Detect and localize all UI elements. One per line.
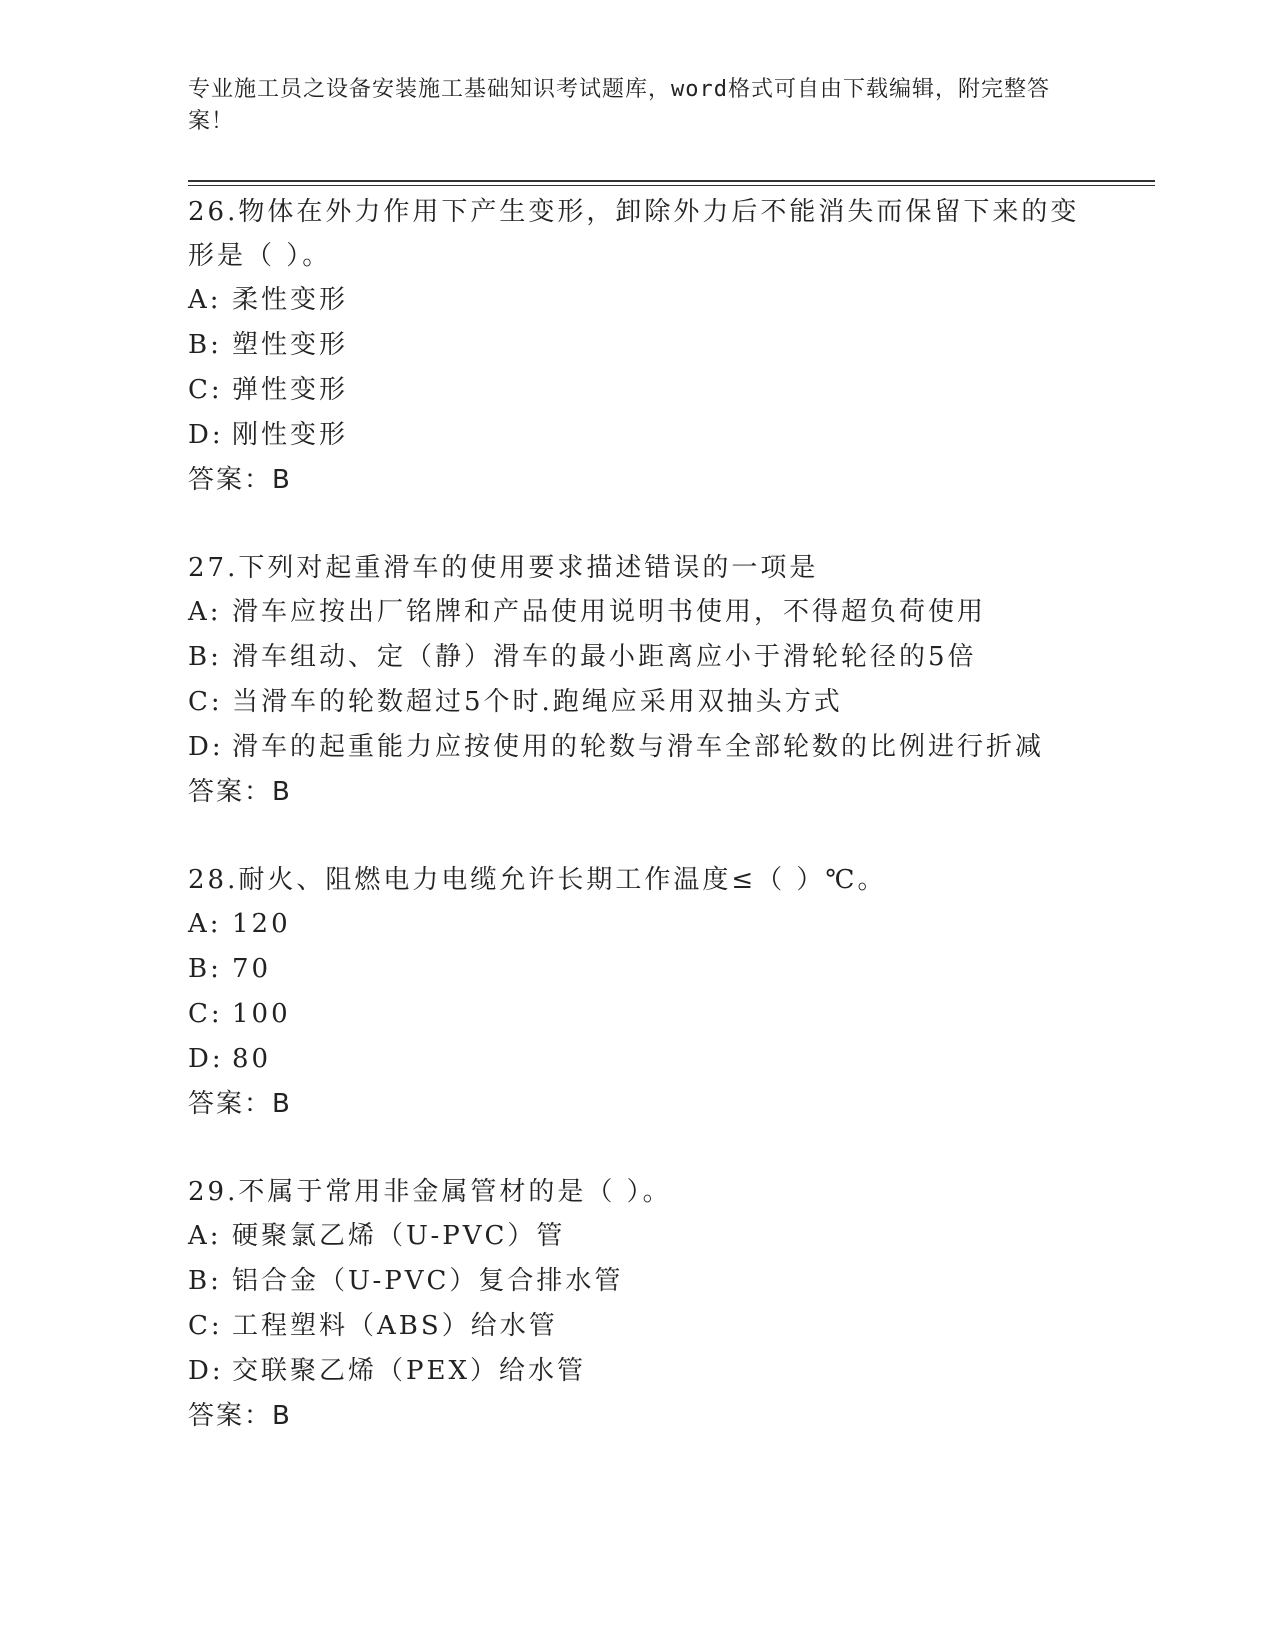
option-b [188, 1259, 1108, 1304]
option-c [188, 1304, 1108, 1349]
question-29 [188, 1170, 1108, 1438]
document-header: 专业施工员之设备安装施工基础知识考试题库，word格式可自由下载编辑，附完整答案！ [188, 77, 1050, 134]
answer-line: 答案：B [188, 777, 292, 807]
answer-line: 答案：B [188, 1401, 292, 1431]
option-letter: D: [188, 1044, 224, 1074]
option-c [188, 992, 1108, 1037]
option-text: 弹性变形 [232, 375, 349, 405]
question-27 [188, 546, 1108, 814]
option-text: 硬聚氯乙烯（U-PVC）管 [232, 1221, 566, 1251]
question-28 [188, 858, 1108, 1126]
option-text: 柔性变形 [232, 285, 349, 315]
option-text: 120 [232, 909, 291, 939]
option-letter: B: [188, 954, 222, 984]
answer-line: 答案：B [188, 1089, 292, 1119]
option-letter: C: [188, 375, 223, 405]
option-letter: D: [188, 1356, 224, 1386]
option-letter: B: [188, 330, 222, 360]
option-letter: B: [188, 642, 222, 672]
option-d [188, 725, 1108, 770]
option-c [188, 368, 1108, 413]
question-stem: 26.物体在外力作用下产生变形，卸除外力后不能消失而保留下来的变形是（ ）。 [188, 197, 1080, 271]
option-letter: A: [188, 597, 222, 627]
answer-line: 答案：B [188, 465, 292, 495]
option-b [188, 947, 1108, 992]
question-stem: 28.耐火、阻燃电力电缆允许长期工作温度≤（ ）℃。 [188, 865, 887, 895]
option-letter: A: [188, 909, 222, 939]
header-divider-thin [188, 185, 1155, 186]
option-text: 刚性变形 [232, 420, 349, 450]
option-letter: C: [188, 1311, 223, 1341]
question-stem: 29.不属于常用非金属管材的是（ ）。 [188, 1177, 672, 1207]
option-text: 100 [232, 999, 291, 1029]
option-text: 滑车应按出厂铭牌和产品使用说明书使用，不得超负荷使用 [232, 597, 987, 627]
option-letter: B: [188, 1266, 222, 1296]
question-list [188, 190, 1108, 1482]
option-letter: C: [188, 687, 223, 717]
option-text: 当滑车的轮数超过5个时.跑绳应采用双抽头方式 [232, 687, 843, 717]
option-text: 滑车组动、定（静）滑车的最小距离应小于滑轮轮径的5倍 [232, 642, 977, 672]
option-letter: C: [188, 999, 223, 1029]
option-text: 工程塑料（ABS）给水管 [232, 1311, 558, 1341]
option-letter: D: [188, 732, 224, 762]
option-a [188, 902, 1108, 947]
option-text: 70 [232, 954, 272, 984]
option-b [188, 635, 1108, 680]
option-letter: A: [188, 285, 222, 315]
option-d [188, 1349, 1108, 1394]
option-a [188, 278, 1108, 323]
option-letter: A: [188, 1221, 222, 1251]
header-divider-thick [188, 180, 1155, 182]
option-text: 交联聚乙烯（PEX）给水管 [232, 1356, 586, 1386]
option-c [188, 680, 1108, 725]
option-letter: D: [188, 420, 224, 450]
option-text: 塑性变形 [232, 330, 349, 360]
option-a [188, 1214, 1108, 1259]
question-26 [188, 190, 1108, 502]
option-a [188, 590, 1108, 635]
option-b [188, 323, 1108, 368]
option-d [188, 413, 1108, 458]
option-text: 80 [232, 1044, 272, 1074]
option-text: 铝合金（U-PVC）复合排水管 [232, 1266, 624, 1296]
option-d [188, 1037, 1108, 1082]
option-text: 滑车的起重能力应按使用的轮数与滑车全部轮数的比例进行折减 [232, 732, 1045, 762]
question-stem: 27.下列对起重滑车的使用要求描述错误的一项是 [188, 553, 819, 583]
